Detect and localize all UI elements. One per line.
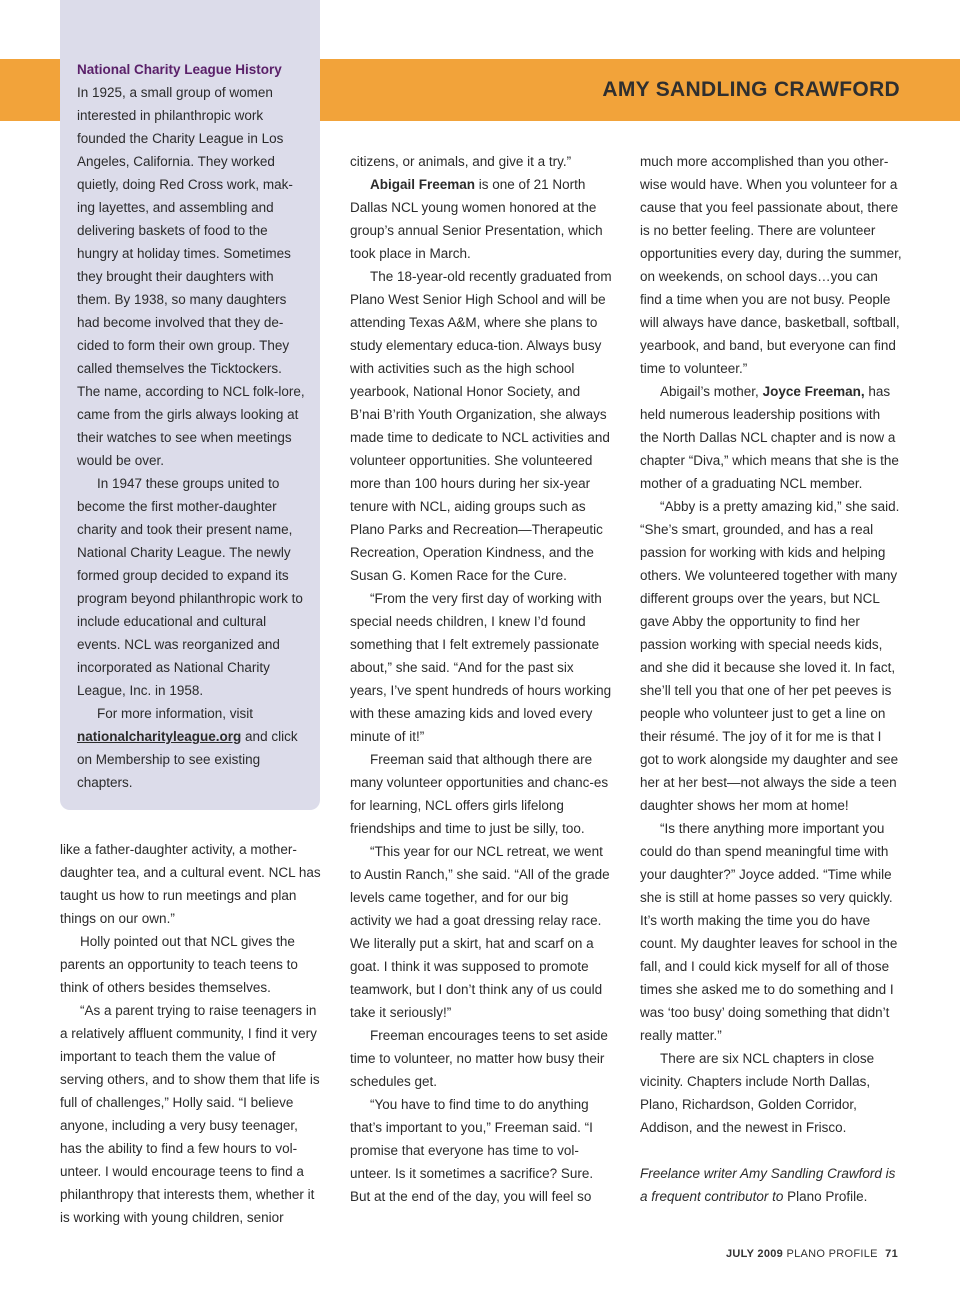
issue-date: JULY 2009 [725,1248,784,1260]
article-paragraph: “This year for our NCL retreat, we went to Austin Ranch,” she said. “All of the grade levels came together, and for our big activity we had a goat dressing relay race. We literally put a skirt, hat and scarf on a goat. I think it was supposed to promote teamwork, but I don’t think any of us could take it seriously!” [350,844,610,1020]
article-paragraph: “From the very first day of working with special needs children, I knew I’d found something that I felt extremely passionate about,” she said. “And for the past six years, I’ve spent hundreds of hours working with these amazing kids and loved every minute of it!” [350,591,612,744]
article-paragraph [640,380,902,495]
article-paragraph: much more accomplished than you other-wise would have. When you volunteer for a cause that you feel passionate about, there is no better feeling. There are volunteer opportunities every day, during the summer, on weekends, on school days…you can find a time when you are not busy. People will always have dance, basketball, softball, yearbook, and band, but everyone can find time to volunteer.” [640,154,902,376]
article-paragraph: Freeman said that although there are many volunteer opportunities and chanc-es for learning, NCL offers girls lifelong friendships and time to just be silly, too. [350,752,609,836]
article-text: has held numerous leadership positions with the North Dallas NCL chapter and is now a chapter “Diva,” which means that she is the mother of a graduating NCL member. [640,384,899,491]
sidebar-paragraph [77,702,308,794]
author-credit [640,1162,902,1208]
sidebar-text: and click on Membership to see existing chapters. [77,729,298,790]
history-sidebar [60,0,320,810]
article-paragraph: “Is there anything more important you could do than spend meaningful time with your daughter?” Joyce added. “Time while she is still at home passes so very quickly. It’s worth making the time you do have count. My daughter leaves for school in the fall, and I could kick myself for all of those times she asked me to do something and I was ‘too busy’ doing something that didn’t really matter.” [640,821,898,1043]
magazine-name: Plano Profile [787,1189,864,1204]
article-paragraph [350,173,612,265]
sidebar-title: National Charity League History [77,62,282,77]
article-text: Abigail’s mother, [660,384,763,399]
page-footer [726,1248,898,1260]
article-column-3 [640,150,902,1208]
article-paragraph: There are six NCL chapters in close vicinity. Chapters include North Dallas, Plano, Richardson, Golden Corridor, Addison, and the newest in Frisco. [640,1051,875,1135]
article-paragraph: “You have to find time to do anything that’s important to you,” Freeman said. “I promise that everyone has time to vol-unteer. Is it sometimes a sacrifice? Sure. But at the end of the day, you will feel so [350,1097,594,1204]
page-number: 71 [885,1248,898,1260]
sidebar-paragraph: In 1925, a small group of women interested in philanthropic work founded the Charity League in Los Angeles, California. They worked quietly, doing Red Cross work, mak-ing layettes, and assembling and delivering baskets of food to the hungry at holiday times. Sometimes they brought their daughters with them. By 1938, so many daughters had become involved that they de-cided to form their own group. They called themselves the Ticktockers. The name, according to NCL folk-lore, came from the girls always looking at their watches to see when meetings would be over. [77,85,305,468]
person-name: Joyce Freeman, [762,384,865,399]
article-paragraph: like a father-daughter activity, a mother-daughter tea, and a cultural event. NCL has taught us how to run meetings and plan things on our own.” [60,842,321,926]
article-paragraph: The 18-year-old recently graduated from Plano West Senior High School and will be attending Texas A&M, where she plans to study elementary educa-tion. Always busy with activities such as the high school yearbook, National Honor Society, and B’nai B’rith Youth Organization, she always made time to dedicate to NCL activities and volunteer opportunities. She volunteered more than 100 hours during her six-year tenure with NCL, aiding groups such as Plano Parks and Recreation—Therapeutic Recreation, Operation Kindness, and the Susan G. Komen Race for the Cure. [350,269,612,583]
article-paragraph: Freeman encourages teens to set aside time to volunteer, no matter how busy their schedules get. [350,1028,608,1089]
credit-text: . [863,1189,868,1204]
magazine-title: PLANO PROFILE [786,1248,878,1260]
credit-text: Freelance writer Amy Sandling Crawford is a frequent contributor to [640,1166,896,1204]
article-column-2 [350,150,612,1208]
sidebar-text: For more information, visit [97,706,254,721]
article-column-1 [60,838,322,1229]
article-paragraph: “Abby is a pretty amazing kid,” she said. “She’s smart, grounded, and has a real passion for working with kids and helping others. We volunteered together with many different groups over the years, but NCL gave Abby the opportunity to find her passion working with special needs kids, and she did it because she loved it. In fact, she’ll tell you that one of her pet peeves is people who volunteer just to get a line on their résumé. The joy of it for me is that I got to work alongside my daughter and see her at her best—not always the side a teen daughter shows her mom at home! [640,499,900,813]
article-paragraph: Holly pointed out that NCL gives the parents an opportunity to teach teens to think of others besides themselves. [60,934,298,995]
article-text: is one of 21 North Dallas NCL young women honored at the group’s annual Senior Presentation, which took place in March. [350,177,603,261]
article-paragraph: “As a parent trying to raise teenagers in a relatively affluent community, I find it very important to teach them the value of serving others, and to show them that life is full of challenges,” Holly said. “I believe anyone, including a very busy teenager, has the ability to find a few hours to vol-unteer. I would encourage teens to find a philanthropy that interests them, whether it is working with young children, senior [60,1003,320,1225]
person-name: Abigail Freeman [370,177,476,192]
article-paragraph: citizens, or animals, and give it a try.” [350,154,572,169]
sidebar-paragraph: In 1947 these groups united to become the first mother-daughter charity and took their present name, National Charity League. The newly formed group decided to expand its program beyond philanthropic work to include educational and cultural events. NCL was reorganized and incorporated as National Charity League, Inc. in 1958. [77,476,303,698]
ncl-website-link[interactable]: nationalcharityleague.org [77,729,242,744]
author-heading: AMY SANDLING CRAWFORD [602,78,900,101]
